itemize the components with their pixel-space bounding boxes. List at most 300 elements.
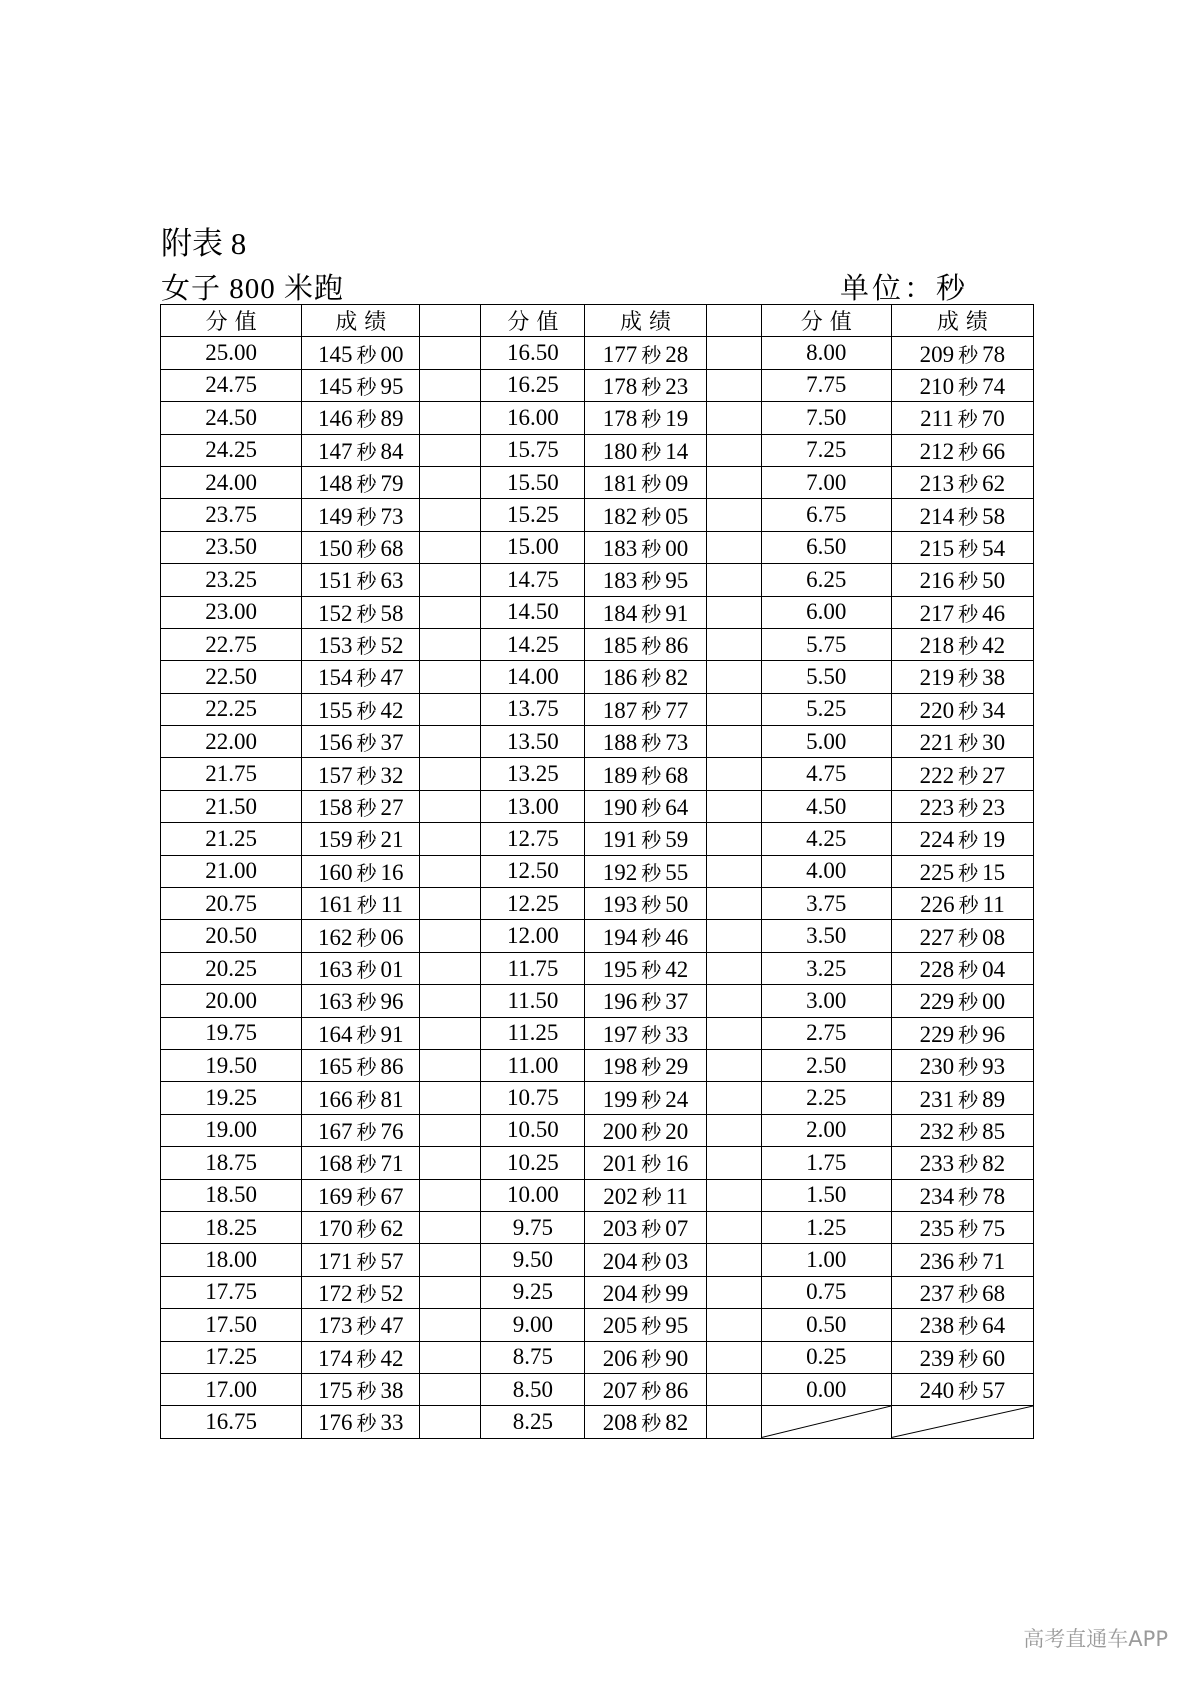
seconds-char: 秒: [958, 1184, 979, 1209]
time-hundredths: 11: [982, 892, 1005, 918]
seconds-char: 秒: [356, 860, 377, 885]
time-seconds: 214: [919, 503, 955, 529]
time-seconds: 184: [602, 600, 638, 626]
seconds-char: 秒: [958, 342, 979, 367]
time-seconds: 180: [602, 438, 638, 464]
time-cell: [302, 1179, 420, 1211]
seconds-char: 秒: [356, 1217, 377, 1242]
seconds-char: 秒: [958, 796, 979, 821]
seconds-char: 秒: [958, 1281, 979, 1306]
time-cell: [302, 1049, 420, 1081]
column-gap: [420, 531, 481, 563]
score-cell: 7.50: [761, 402, 891, 434]
time-cell: [891, 1309, 1033, 1341]
time-cell: [585, 920, 706, 952]
header-time-1: 成 绩: [302, 305, 420, 337]
time-seconds: 237: [919, 1280, 955, 1306]
column-gap: [420, 855, 481, 887]
time-cell: [891, 726, 1033, 758]
time-cell: [585, 564, 706, 596]
column-gap: [706, 1244, 761, 1276]
time-cell: [302, 888, 420, 920]
score-cell: 8.50: [481, 1373, 585, 1405]
time-seconds: 236: [919, 1248, 955, 1274]
column-gap: [706, 1373, 761, 1405]
time-cell: [891, 1147, 1033, 1179]
seconds-char: 秒: [356, 893, 377, 918]
time-hundredths: 96: [982, 1021, 1006, 1047]
time-seconds: 156: [317, 730, 353, 756]
time-seconds: 150: [317, 535, 353, 561]
time-hundredths: 20: [665, 1118, 689, 1144]
score-cell: 3.75: [761, 888, 891, 920]
time-seconds: 228: [919, 957, 955, 982]
time-hundredths: 24: [665, 1086, 689, 1112]
column-gap: [420, 790, 481, 822]
time-hundredths: 08: [982, 924, 1006, 950]
time-cell: [585, 1406, 706, 1438]
time-hundredths: 89: [380, 406, 404, 432]
column-gap: [706, 952, 761, 984]
time-cell: [585, 1082, 706, 1114]
score-cell: 0.25: [761, 1341, 891, 1373]
time-cell: [891, 920, 1033, 952]
seconds-char: 秒: [641, 893, 662, 918]
time-cell: [302, 1017, 420, 1049]
time-hundredths: 42: [982, 633, 1006, 659]
time-cell: [891, 985, 1033, 1017]
score-cell: 4.25: [761, 823, 891, 855]
column-gap: [706, 1147, 761, 1179]
time-seconds: 177: [602, 341, 638, 367]
seconds-char: 秒: [641, 731, 662, 756]
time-seconds: 210: [919, 373, 955, 399]
seconds-char: 秒: [356, 374, 377, 399]
table-row: [161, 726, 1034, 758]
seconds-char: 秒: [356, 407, 377, 432]
table-row: [161, 434, 1034, 466]
seconds-char: 秒: [641, 958, 662, 982]
seconds-char: 秒: [356, 1152, 377, 1177]
time-cell: [891, 790, 1033, 822]
time-cell: [302, 823, 420, 855]
seconds-char: 秒: [958, 666, 979, 691]
time-hundredths: 47: [380, 665, 404, 691]
time-hundredths: 52: [380, 1280, 404, 1306]
time-hundredths: 76: [380, 1118, 404, 1144]
table-row: [161, 1147, 1034, 1179]
time-hundredths: 46: [665, 924, 689, 950]
score-cell: 15.00: [481, 531, 585, 563]
time-hundredths: 23: [665, 373, 689, 399]
table-row: [161, 499, 1034, 531]
column-gap: [420, 661, 481, 693]
seconds-char: 秒: [356, 698, 377, 723]
column-gap: [420, 1147, 481, 1179]
score-cell: 20.75: [161, 888, 302, 920]
time-seconds: 154: [317, 665, 353, 691]
time-hundredths: 19: [982, 827, 1006, 853]
table-subtitle: 女子 800 米跑: [161, 273, 345, 305]
time-cell: [891, 1211, 1033, 1243]
column-gap: [420, 434, 481, 466]
seconds-char: 秒: [356, 796, 377, 821]
time-hundredths: 01: [380, 957, 404, 982]
seconds-char: 秒: [641, 1184, 662, 1209]
seconds-char: 秒: [641, 1379, 662, 1404]
time-cell: [891, 1276, 1033, 1308]
time-seconds: 169: [317, 1183, 353, 1209]
seconds-char: 秒: [641, 990, 662, 1015]
time-seconds: 235: [919, 1216, 955, 1242]
seconds-char: 秒: [641, 439, 662, 464]
seconds-char: 秒: [356, 1087, 377, 1112]
column-gap: [706, 1017, 761, 1049]
seconds-char: 秒: [641, 763, 662, 788]
time-hundredths: 00: [665, 535, 689, 561]
time-cell: [891, 855, 1033, 887]
time-seconds: 213: [919, 471, 955, 497]
time-cell: [302, 1244, 420, 1276]
score-cell: 9.25: [481, 1276, 585, 1308]
column-gap: [420, 920, 481, 952]
seconds-char: 秒: [641, 504, 662, 529]
column-gap: [706, 434, 761, 466]
score-cell: 13.75: [481, 693, 585, 725]
time-cell: [585, 337, 706, 369]
score-cell: 10.50: [481, 1114, 585, 1146]
seconds-char: 秒: [356, 536, 377, 561]
score-cell: 11.50: [481, 985, 585, 1017]
time-hundredths: 81: [380, 1086, 404, 1112]
time-seconds: 157: [317, 762, 353, 788]
time-cell: [891, 1179, 1033, 1211]
seconds-char: 秒: [641, 1119, 662, 1144]
column-gap: [420, 693, 481, 725]
column-gap: [706, 855, 761, 887]
column-gap: [706, 337, 761, 369]
seconds-char: 秒: [958, 504, 979, 529]
column-gap: [420, 823, 481, 855]
time-cell: [302, 564, 420, 596]
seconds-char: 秒: [356, 1119, 377, 1144]
seconds-char: 秒: [641, 536, 662, 561]
seconds-char: 秒: [641, 472, 662, 497]
score-cell: 22.25: [161, 693, 302, 725]
time-cell: [891, 1341, 1033, 1373]
column-gap: [706, 499, 761, 531]
score-cell: 11.25: [481, 1017, 585, 1049]
seconds-char: 秒: [958, 958, 979, 982]
seconds-char: 秒: [641, 1022, 662, 1047]
column-gap: [420, 305, 481, 337]
time-cell: [302, 466, 420, 498]
time-seconds: 187: [602, 697, 638, 723]
column-gap: [706, 531, 761, 563]
time-seconds: 178: [602, 373, 638, 399]
column-gap: [706, 1049, 761, 1081]
seconds-char: 秒: [958, 601, 979, 626]
time-cell: [585, 628, 706, 660]
time-seconds: 165: [317, 1054, 353, 1080]
time-hundredths: 64: [665, 795, 689, 821]
header-time-2: 成 绩: [585, 305, 706, 337]
table-row: [161, 1179, 1034, 1211]
time-hundredths: 07: [665, 1216, 689, 1242]
time-seconds: 217: [919, 600, 955, 626]
score-cell: 4.50: [761, 790, 891, 822]
time-seconds: 239: [919, 1345, 955, 1371]
time-cell: [891, 402, 1033, 434]
time-hundredths: 28: [665, 341, 689, 367]
time-seconds: 220: [919, 697, 955, 723]
time-seconds: 162: [317, 924, 353, 950]
header-time-3: 成 绩: [891, 305, 1033, 337]
watermark: 高考直通车APP: [1023, 1627, 1168, 1651]
time-cell: [585, 985, 706, 1017]
time-seconds: 205: [602, 1313, 638, 1339]
seconds-char: 秒: [641, 634, 662, 659]
column-gap: [706, 1276, 761, 1308]
score-cell: 0.00: [761, 1373, 891, 1405]
column-gap: [706, 1179, 761, 1211]
time-hundredths: 05: [665, 503, 689, 529]
time-seconds: 215: [919, 535, 955, 561]
score-cell: 16.25: [481, 369, 585, 401]
time-seconds: 146: [317, 406, 353, 432]
column-gap: [706, 369, 761, 401]
score-cell: 0.75: [761, 1276, 891, 1308]
time-cell: [302, 596, 420, 628]
time-hundredths: 57: [380, 1248, 404, 1274]
column-gap: [706, 985, 761, 1017]
score-cell: 24.00: [161, 466, 302, 498]
time-cell: [302, 985, 420, 1017]
seconds-char: 秒: [641, 796, 662, 821]
column-gap: [706, 888, 761, 920]
time-seconds: 153: [317, 633, 353, 659]
time-hundredths: 64: [982, 1313, 1006, 1339]
seconds-char: 秒: [958, 925, 979, 950]
time-seconds: 171: [317, 1248, 353, 1274]
table-row: [161, 1049, 1034, 1081]
time-seconds: 222: [919, 762, 955, 788]
column-gap: [420, 1373, 481, 1405]
score-cell: 23.25: [161, 564, 302, 596]
time-hundredths: 42: [380, 697, 404, 723]
seconds-char: 秒: [641, 1152, 662, 1177]
column-gap: [706, 305, 761, 337]
time-cell: [302, 1341, 420, 1373]
time-seconds: 198: [602, 1054, 638, 1080]
table-row: [161, 1309, 1034, 1341]
table-row: [161, 855, 1034, 887]
time-seconds: 192: [602, 859, 638, 885]
time-seconds: 234: [919, 1183, 955, 1209]
time-hundredths: 95: [665, 568, 689, 594]
seconds-char: 秒: [356, 1281, 377, 1306]
column-gap: [420, 726, 481, 758]
seconds-char: 秒: [641, 1281, 662, 1306]
score-cell: 22.00: [161, 726, 302, 758]
score-cell: 22.75: [161, 628, 302, 660]
seconds-char: 秒: [958, 1379, 979, 1404]
time-cell: [302, 920, 420, 952]
column-gap: [706, 564, 761, 596]
time-seconds: 219: [919, 665, 955, 691]
time-hundredths: 37: [665, 989, 689, 1015]
time-seconds: 185: [602, 633, 638, 659]
table-row: [161, 1244, 1034, 1276]
column-gap: [420, 1082, 481, 1114]
time-cell: [891, 564, 1033, 596]
seconds-char: 秒: [958, 698, 979, 723]
time-seconds: 199: [602, 1086, 638, 1112]
empty-slashed-cell: [761, 1406, 891, 1438]
seconds-char: 秒: [356, 472, 377, 497]
score-cell: 2.50: [761, 1049, 891, 1081]
seconds-char: 秒: [641, 698, 662, 723]
time-cell: [585, 1114, 706, 1146]
time-cell: [585, 1049, 706, 1081]
score-cell: 24.25: [161, 434, 302, 466]
time-seconds: 145: [317, 341, 353, 367]
time-hundredths: 79: [380, 471, 404, 497]
time-cell: [585, 1373, 706, 1405]
seconds-char: 秒: [356, 1022, 377, 1047]
score-cell: 19.25: [161, 1082, 302, 1114]
score-cell: 8.75: [481, 1341, 585, 1373]
time-cell: [302, 628, 420, 660]
time-seconds: 161: [318, 892, 353, 918]
time-seconds: 240: [919, 1378, 955, 1404]
time-hundredths: 57: [982, 1378, 1006, 1404]
time-hundredths: 84: [380, 438, 404, 464]
time-seconds: 147: [317, 438, 353, 464]
time-seconds: 226: [920, 892, 955, 918]
time-cell: [585, 1244, 706, 1276]
column-gap: [706, 596, 761, 628]
score-cell: 9.75: [481, 1211, 585, 1243]
time-hundredths: 11: [665, 1183, 688, 1209]
score-cell: 17.00: [161, 1373, 302, 1405]
time-hundredths: 82: [665, 1410, 689, 1436]
time-seconds: 221: [919, 730, 955, 756]
seconds-char: 秒: [958, 1087, 979, 1112]
column-gap: [420, 985, 481, 1017]
seconds-char: 秒: [958, 1346, 979, 1371]
table-row: [161, 1082, 1034, 1114]
time-cell: [302, 337, 420, 369]
column-gap: [706, 790, 761, 822]
time-cell: [585, 758, 706, 790]
time-cell: [302, 693, 420, 725]
time-cell: [891, 596, 1033, 628]
seconds-char: 秒: [356, 1379, 377, 1404]
time-cell: [585, 693, 706, 725]
time-cell: [302, 1114, 420, 1146]
time-seconds: 230: [919, 1054, 955, 1080]
score-cell: 15.75: [481, 434, 585, 466]
time-hundredths: 11: [380, 892, 404, 918]
time-hundredths: 27: [982, 762, 1006, 788]
column-gap: [706, 726, 761, 758]
time-cell: [302, 790, 420, 822]
table-row: [161, 823, 1034, 855]
seconds-char: 秒: [641, 860, 662, 885]
seconds-char: 秒: [958, 439, 979, 464]
time-hundredths: 95: [380, 373, 404, 399]
seconds-char: 秒: [356, 569, 377, 594]
seconds-char: 秒: [958, 634, 979, 659]
time-seconds: 163: [317, 989, 353, 1015]
seconds-char: 秒: [356, 1411, 377, 1436]
time-seconds: 238: [919, 1313, 955, 1339]
seconds-char: 秒: [641, 342, 662, 367]
time-hundredths: 85: [982, 1118, 1006, 1144]
time-cell: [585, 1211, 706, 1243]
score-cell: 3.25: [761, 952, 891, 984]
time-seconds: 211: [920, 406, 954, 432]
table-row: [161, 596, 1034, 628]
time-seconds: 158: [317, 795, 353, 821]
score-cell: 15.25: [481, 499, 585, 531]
seconds-char: 秒: [958, 860, 979, 885]
time-hundredths: 75: [982, 1216, 1006, 1242]
table-row: [161, 693, 1034, 725]
time-cell: [891, 661, 1033, 693]
score-cell: 18.25: [161, 1211, 302, 1243]
table-row: [161, 888, 1034, 920]
time-cell: [302, 531, 420, 563]
time-seconds: 193: [602, 892, 638, 918]
time-seconds: 201: [602, 1151, 638, 1177]
seconds-char: 秒: [356, 1184, 377, 1209]
time-hundredths: 54: [982, 535, 1006, 561]
table-row: [161, 920, 1034, 952]
time-hundredths: 86: [665, 633, 689, 659]
column-gap: [706, 1341, 761, 1373]
time-seconds: 148: [317, 471, 353, 497]
column-gap: [706, 758, 761, 790]
time-hundredths: 34: [982, 697, 1006, 723]
time-hundredths: 73: [665, 730, 689, 756]
score-cell: 12.50: [481, 855, 585, 887]
time-cell: [891, 1049, 1033, 1081]
score-cell: 1.00: [761, 1244, 891, 1276]
time-hundredths: 50: [665, 892, 689, 918]
column-gap: [706, 1114, 761, 1146]
column-gap: [420, 402, 481, 434]
seconds-char: 秒: [641, 828, 662, 853]
table-row: [161, 661, 1034, 693]
score-cell: 8.00: [761, 337, 891, 369]
column-gap: [420, 1017, 481, 1049]
time-hundredths: 62: [982, 471, 1006, 497]
seconds-char: 秒: [958, 1152, 979, 1177]
time-seconds: 204: [602, 1280, 638, 1306]
time-cell: [585, 1276, 706, 1308]
time-hundredths: 16: [665, 1151, 689, 1177]
seconds-char: 秒: [356, 601, 377, 626]
seconds-char: 秒: [356, 1314, 377, 1339]
time-cell: [302, 1276, 420, 1308]
seconds-char: 秒: [958, 1119, 979, 1144]
time-hundredths: 59: [665, 827, 689, 853]
time-seconds: 173: [317, 1313, 353, 1339]
time-hundredths: 15: [982, 859, 1006, 885]
seconds-char: 秒: [356, 666, 377, 691]
